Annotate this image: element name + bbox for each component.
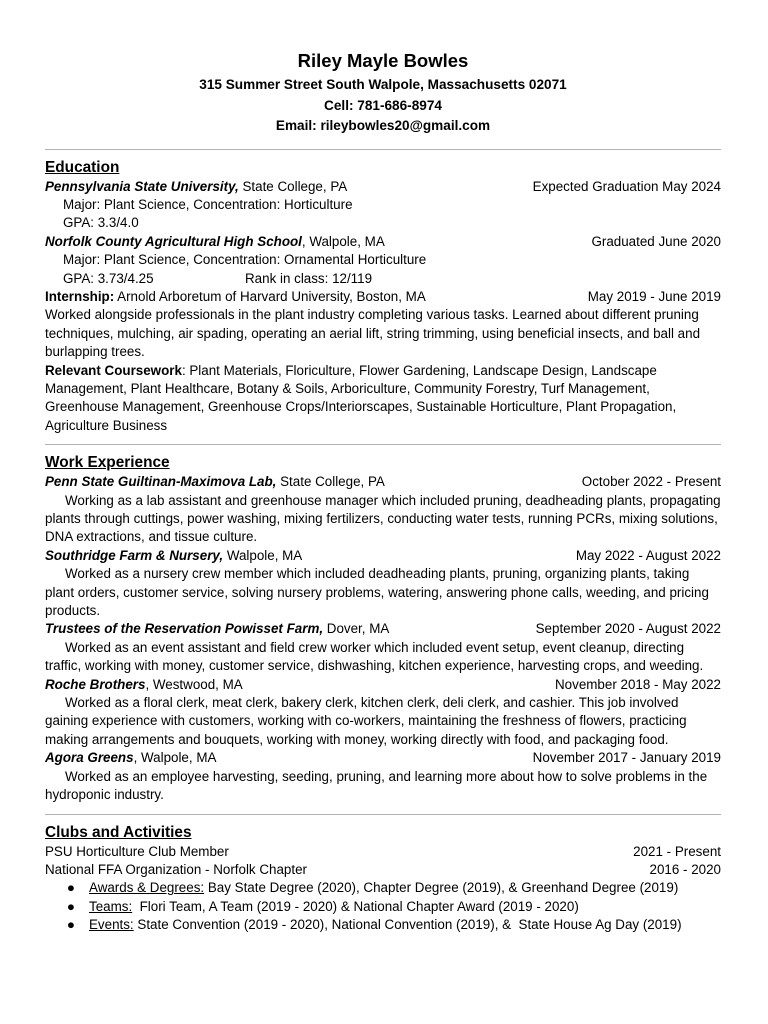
internship-description: Worked alongside professionals in the plant industry completing various tasks. Learned about different pruning techniques, mulching, air spading, operating an aerial lift, string trimming, using beneficial insects, and ball and burlapping trees.	[45, 307, 701, 360]
divider	[45, 444, 721, 445]
job-description: Worked as a nursery crew member which included deadheading plants, pruning, organizing plants, taking plant orders, customer service, solving nursery problems, watering, answering phone calls, weeding, and pricing products.	[45, 566, 709, 619]
school-date: Graduated June 2020	[591, 233, 721, 249]
school-major: Major: Plant Science, Concentration: Ornamental Horticulture	[63, 252, 427, 268]
section-title-education: Education	[45, 158, 120, 176]
employer-name: Agora Greens	[45, 750, 134, 766]
job-entry	[45, 676, 721, 750]
education-entry	[45, 233, 721, 251]
bullet-icon: ●	[66, 917, 75, 933]
email: Email: rileybowles20@gmail.com	[275, 118, 491, 133]
employer-name: Southridge Farm & Nursery,	[45, 547, 224, 563]
bullet-label: Teams:	[89, 898, 133, 914]
club-date: 2016 - 2020	[649, 861, 721, 877]
employer-location: Dover, MA	[323, 621, 390, 637]
resume-document	[45, 49, 721, 935]
school-rank: Rank in class: 12/119	[245, 270, 373, 286]
school-gpa-rank	[45, 270, 721, 288]
bullet-label: Awards & Degrees:	[89, 880, 205, 896]
school-major: Major: Plant Science, Concentration: Horticulture	[63, 196, 353, 212]
school-name: Pennsylvania State University,	[45, 178, 239, 194]
internship-place: Arnold Arboretum of Harvard University, Boston, MA	[114, 288, 426, 304]
section-title-work: Work Experience	[45, 454, 170, 472]
coursework	[45, 362, 721, 436]
employer-name: Roche Brothers	[45, 676, 146, 692]
school-gpa: GPA: 3.73/4.25	[63, 270, 154, 286]
bullet-label: Events:	[89, 917, 134, 933]
bullet-text: Bay State Degree (2020), Chapter Degree (2019), & Greenhand Degree (2019)	[204, 880, 679, 896]
bullet-text: State Convention (2019 - 2020), National Convention (2019), & State House Ag Day (2019)	[133, 917, 682, 933]
job-entry	[45, 620, 721, 675]
section-title-clubs: Clubs and Activities	[45, 823, 192, 841]
job-entry	[45, 547, 721, 621]
club-name: PSU Horticulture Club Member	[45, 843, 229, 859]
job-date: September 2020 - August 2022	[535, 621, 721, 637]
address: 315 Summer Street South Walpole, Massachusetts 02071	[199, 77, 567, 92]
club-entry	[45, 861, 721, 879]
ffa-bullet-list	[45, 879, 721, 934]
coursework-text: : Plant Materials, Floriculture, Flower Gardening, Landscape Design, Landscape Management, Plant Healthcare, Botany & Soils, Arboriculture, Community Forestry, Turf Management, Greenhouse Management, Greenhouse Crops/Interiorscapes, Sustainable Horticulture, Plant Propagation, Agriculture Business	[45, 362, 677, 433]
job-description: Worked as a floral clerk, meat clerk, bakery clerk, kitchen clerk, deli clerk, and cashier. This job involved gaining experience with customers, working with co-workers, maintaining the freshness of flowers, practicing making arrangements and bouquets, working with money, working directly with food, and packaging food.	[45, 695, 687, 747]
candidate-name: Riley Mayle Bowles	[297, 50, 469, 71]
club-name: National FFA Organization - Norfolk Chapter	[45, 861, 307, 877]
bullet-icon: ●	[66, 880, 75, 896]
resume-header	[45, 49, 721, 137]
school-date: Expected Graduation May 2024	[532, 178, 721, 194]
internship-date: May 2019 - June 2019	[587, 288, 721, 304]
list-item	[45, 916, 721, 934]
employer-name: Trustees of the Reservation Powisset Farm,	[45, 621, 324, 637]
list-item	[45, 898, 721, 916]
job-entry	[45, 749, 721, 804]
job-description: Working as a lab assistant and greenhouse manager which included pruning, deadheading plants, propagating plants through cuttings, power washing, mixing fertilizers, conducting water tests, running PCRs, mixing solutions, DNA extractions, and tissue culture.	[45, 492, 721, 545]
employer-name: Penn State Guiltinan-Maximova Lab,	[45, 474, 277, 490]
club-entry	[45, 843, 721, 861]
clubs-section	[45, 823, 721, 935]
divider	[45, 814, 721, 815]
internship-entry	[45, 288, 721, 306]
school-location: , Walpole, MA	[301, 233, 385, 249]
job-date: November 2017 - January 2019	[532, 750, 721, 766]
bullet-text: Flori Team, A Team (2019 - 2020) & National Chapter Award (2019 - 2020)	[132, 898, 579, 914]
internship-label: Internship:	[45, 288, 115, 304]
work-section	[45, 453, 721, 804]
club-date: 2021 - Present	[633, 843, 721, 859]
school-gpa: GPA: 3.3/4.0	[63, 215, 139, 231]
divider	[45, 149, 721, 150]
employer-location: , Westwood, MA	[145, 676, 243, 692]
job-date: May 2022 - August 2022	[575, 547, 721, 563]
education-section	[45, 158, 721, 436]
job-entry	[45, 473, 721, 547]
bullet-icon: ●	[66, 898, 75, 914]
job-date: November 2018 - May 2022	[555, 676, 721, 692]
list-item	[45, 879, 721, 897]
employer-location: Walpole, MA	[223, 547, 303, 563]
job-date: October 2022 - Present	[581, 474, 721, 490]
employer-location: , Walpole, MA	[133, 750, 217, 766]
job-description: Worked as an employee harvesting, seeding, pruning, and learning more about how to solve problems in the hydroponic industry.	[45, 768, 708, 803]
education-entry	[45, 178, 721, 196]
school-location: State College, PA	[238, 178, 348, 194]
coursework-label: Relevant Coursework	[45, 362, 182, 378]
phone: Cell: 781-686-8974	[324, 97, 442, 113]
job-description: Worked as an event assistant and field crew worker which included event setup, event cleanup, directing traffic, working with money, customer service, dishwashing, kitchen experience, harvesting crops, and weeding.	[45, 639, 704, 674]
employer-location: State College, PA	[276, 474, 385, 490]
school-name: Norfolk County Agricultural High School	[45, 233, 302, 249]
